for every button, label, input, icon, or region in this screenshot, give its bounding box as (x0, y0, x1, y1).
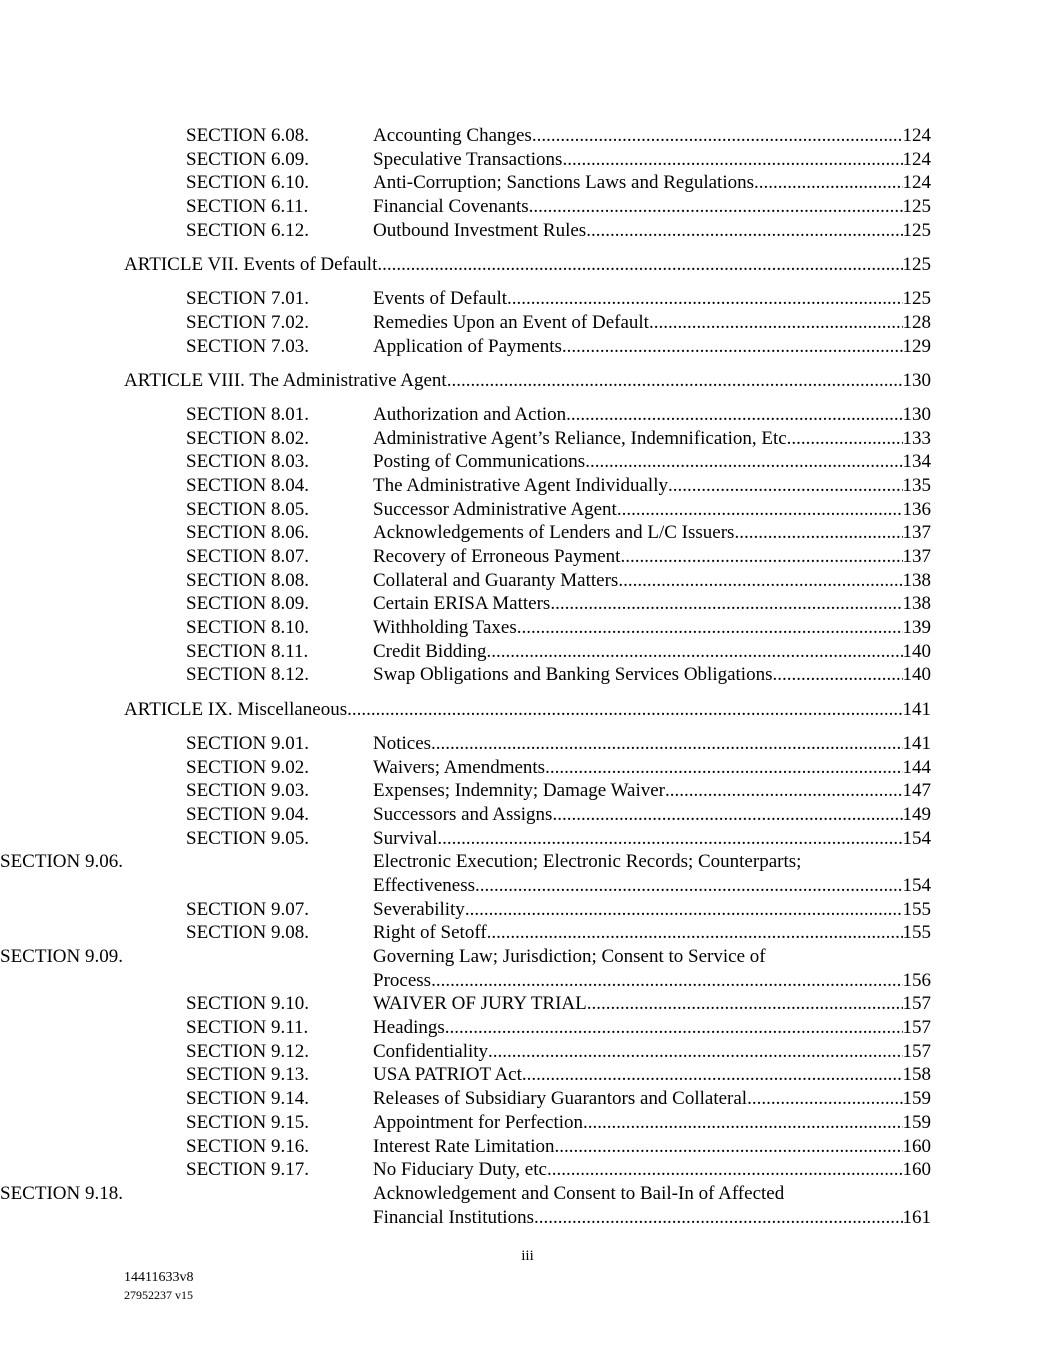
table-of-contents (0, 124, 1055, 1229)
dot-leader (617, 498, 903, 522)
dot-leader (734, 521, 902, 545)
toc-section-entry (0, 616, 1055, 640)
toc-section-number: SECTION 6.11. (186, 196, 309, 218)
dot-leader (377, 253, 902, 277)
toc-section-number: SECTION 9.08. (186, 922, 309, 944)
toc-page-number: 134 (902, 451, 931, 473)
toc-section-entry (0, 945, 1055, 969)
toc-section-entry (0, 827, 1055, 851)
toc-section-number: SECTION 9.18. (0, 1182, 123, 1204)
toc-section-entry (0, 874, 1055, 898)
toc-section-number: SECTION 8.07. (186, 546, 309, 567)
toc-section-number: SECTION 8.04. (186, 474, 309, 496)
toc-section-number: SECTION 8.01. (186, 403, 309, 425)
toc-section-entry (0, 592, 1055, 616)
toc-section-number: SECTION 6.10. (186, 172, 309, 194)
dot-leader (431, 732, 902, 756)
toc-section-entry (0, 992, 1055, 1016)
toc-section-number: SECTION 9.07. (186, 898, 309, 920)
toc-section-number: SECTION 9.13. (186, 1064, 309, 1086)
dot-leader (475, 874, 903, 898)
toc-page-number: 147 (902, 780, 931, 802)
toc-section-number: SECTION 9.02. (186, 756, 309, 778)
toc-section-number: SECTION 8.06. (186, 522, 309, 544)
toc-page-number: 158 (902, 1064, 931, 1086)
toc-page-number: 139 (902, 617, 931, 639)
toc-entry-title: Recovery of Erroneous Payment (373, 546, 621, 567)
toc-page-number: 144 (902, 756, 931, 778)
toc-section-entry (0, 403, 1055, 427)
dot-leader (529, 195, 903, 219)
toc-entry-title: USA PATRIOT Act (373, 1064, 522, 1086)
toc-section-entry (0, 195, 1055, 219)
toc-entry-title: Speculative Transactions (373, 148, 563, 170)
dot-leader (447, 369, 903, 393)
toc-entry-title: Successors and Assigns (373, 803, 553, 825)
toc-section-entry (0, 335, 1055, 359)
toc-page-number: 125 (902, 219, 931, 241)
toc-page-number: 140 (902, 640, 931, 662)
toc-page-number: 135 (902, 474, 931, 496)
toc-page-number: 138 (902, 569, 931, 591)
toc-page-number: 141 (902, 698, 931, 720)
toc-section-entry (0, 803, 1055, 827)
dot-leader (754, 171, 902, 195)
toc-entry-title: Anti-Corruption; Sanctions Laws and Regulations (373, 172, 755, 194)
toc-section-entry (0, 1158, 1055, 1182)
toc-entry-title: Outbound Investment Rules (373, 219, 587, 241)
dot-leader (437, 827, 902, 851)
dot-leader (347, 698, 902, 722)
toc-section-number: SECTION 9.10. (186, 993, 309, 1015)
document-id-secondary: 27952237 v15 (124, 1288, 193, 1302)
page-number: iii (521, 1248, 534, 1264)
toc-page-number: 133 (902, 427, 931, 449)
toc-entry-title: Events of Default (373, 288, 508, 310)
toc-page-number: 129 (902, 335, 931, 357)
toc-section-entry (0, 450, 1055, 474)
toc-section-entry (0, 850, 1055, 874)
dot-leader (534, 1206, 903, 1230)
toc-section-number: SECTION 9.14. (186, 1088, 309, 1110)
toc-section-entry (0, 521, 1055, 545)
toc-section-entry (0, 427, 1055, 451)
toc-section-number: SECTION 7.03. (186, 335, 309, 357)
toc-section-entry (0, 311, 1055, 335)
toc-page-number: 160 (902, 1159, 931, 1181)
dot-leader (488, 1040, 902, 1064)
toc-page-number: 136 (902, 498, 931, 520)
toc-entry-title: No Fiduciary Duty, etc (373, 1159, 547, 1181)
toc-entry-title: Financial Covenants (373, 196, 529, 218)
toc-page-number: 125 (902, 288, 931, 310)
toc-section-number: SECTION 6.12. (186, 219, 309, 241)
toc-section-entry (0, 124, 1055, 148)
toc-entry-title: Acknowledgement and Consent to Bail-In of Affected (373, 1182, 785, 1204)
toc-page-number: 157 (902, 993, 931, 1015)
dot-leader (668, 474, 903, 498)
toc-section-entry (0, 1111, 1055, 1135)
toc-page-number: 124 (902, 172, 931, 194)
toc-entry-title: Posting of Communications (373, 451, 586, 473)
dot-leader (583, 1111, 902, 1135)
dot-leader (649, 311, 903, 335)
toc-section-entry (0, 474, 1055, 498)
toc-entry-title: Confidentiality (373, 1040, 489, 1062)
toc-entry-title: Appointment for Perfection (373, 1111, 584, 1133)
toc-entry-title: Expenses; Indemnity; Damage Waiver (373, 780, 666, 802)
toc-section-number: SECTION 9.06. (0, 851, 123, 873)
toc-section-entry (0, 148, 1055, 172)
toc-page-number: 141 (902, 732, 931, 754)
toc-section-number: SECTION 9.01. (186, 732, 309, 754)
dot-leader (517, 616, 903, 640)
toc-section-entry (0, 732, 1055, 756)
toc-section-number: SECTION 9.12. (186, 1040, 309, 1062)
toc-section-entry (0, 1016, 1055, 1040)
toc-section-number: SECTION 8.09. (186, 593, 309, 615)
toc-entry-title: Collateral and Guaranty Matters (373, 569, 619, 591)
toc-entry-title: Headings (373, 1017, 445, 1039)
toc-section-entry (0, 545, 1055, 569)
toc-entry-title: Survival (373, 827, 438, 849)
toc-entry-title: Right of Setoff (373, 922, 487, 944)
toc-section-entry (0, 1135, 1055, 1159)
toc-entry-title: Releases of Subsidiary Guarantors and Collateral (373, 1088, 748, 1110)
toc-section-entry (0, 1182, 1055, 1206)
toc-section-entry (0, 569, 1055, 593)
dot-leader (532, 124, 903, 148)
toc-article-entry (0, 698, 1055, 722)
dot-leader (620, 545, 902, 569)
dot-leader (566, 403, 902, 427)
toc-section-number: SECTION 8.08. (186, 569, 309, 591)
dot-leader (445, 1016, 903, 1040)
toc-entry-title: The Administrative Agent Individually (373, 474, 668, 496)
toc-page-number: 157 (902, 1017, 931, 1039)
toc-page-number: 128 (902, 311, 931, 333)
toc-page-number: 125 (902, 253, 931, 275)
toc-section-entry (0, 640, 1055, 664)
dot-leader (586, 219, 902, 243)
toc-entry-title: ARTICLE VII. Events of Default (124, 253, 378, 275)
toc-article-entry (0, 369, 1055, 393)
toc-entry-title: WAIVER OF JURY TRIAL (373, 993, 587, 1015)
toc-section-entry (0, 171, 1055, 195)
toc-page-number: 159 (902, 1111, 931, 1133)
toc-article-entry (0, 253, 1055, 277)
toc-page-number: 130 (902, 403, 931, 425)
toc-page-number: 138 (902, 593, 931, 615)
toc-entry-title: Certain ERISA Matters (373, 593, 551, 615)
toc-entry-title: Accounting Changes (373, 125, 532, 146)
dot-leader (562, 148, 902, 172)
dot-leader (747, 1087, 902, 1111)
toc-section-entry (0, 219, 1055, 243)
toc-section-entry (0, 287, 1055, 311)
toc-section-number: SECTION 6.09. (186, 148, 309, 170)
toc-page-number: 137 (902, 546, 931, 567)
toc-page-number: 156 (902, 969, 931, 991)
dot-leader (545, 756, 902, 780)
toc-section-entry (0, 498, 1055, 522)
toc-section-number: SECTION 7.02. (186, 311, 309, 333)
toc-section-number: SECTION 8.11. (186, 640, 309, 662)
toc-page-number: 125 (902, 196, 931, 218)
toc-page-number: 130 (902, 369, 931, 391)
toc-entry-title: Severability (373, 898, 465, 920)
toc-entry-title: Effectiveness (373, 874, 475, 896)
toc-entry-title: Financial Institutions (373, 1206, 534, 1228)
toc-section-entry (0, 1040, 1055, 1064)
dot-leader (487, 921, 903, 945)
toc-entry-title: Notices (373, 732, 432, 754)
dot-leader (585, 450, 902, 474)
toc-entry-title: Successor Administrative Agent (373, 498, 617, 520)
toc-page-number: 140 (902, 664, 931, 686)
toc-section-number: SECTION 9.04. (186, 803, 309, 825)
dot-leader (552, 803, 902, 827)
toc-section-number: SECTION 9.05. (186, 827, 309, 849)
toc-entry-title: Interest Rate Limitation (373, 1135, 555, 1157)
toc-page-number: 155 (902, 898, 931, 920)
toc-page-number: 124 (902, 148, 931, 170)
toc-page-number: 154 (902, 874, 931, 896)
toc-section-number: SECTION 6.08. (186, 125, 309, 146)
toc-page-number: 124 (902, 125, 931, 146)
toc-entry-title: Remedies Upon an Event of Default (373, 311, 649, 333)
dot-leader (431, 969, 902, 993)
toc-entry-title: Application of Payments (373, 335, 562, 357)
toc-section-entry (0, 898, 1055, 922)
toc-section-number: SECTION 8.02. (186, 427, 309, 449)
toc-entry-title: Credit Bidding (373, 640, 487, 662)
toc-page-number: 157 (902, 1040, 931, 1062)
toc-entry-title: ARTICLE VIII. The Administrative Agent (124, 369, 447, 391)
toc-section-number: SECTION 8.05. (186, 498, 309, 520)
toc-page-number: 161 (902, 1206, 931, 1228)
toc-section-number: SECTION 9.11. (186, 1017, 309, 1039)
dot-leader (465, 898, 903, 922)
toc-entry-title: Authorization and Action (373, 403, 567, 425)
toc-entry-title: Swap Obligations and Banking Services Obligations (373, 664, 773, 686)
toc-section-number: SECTION 9.16. (186, 1135, 309, 1157)
toc-page-number: 154 (902, 827, 931, 849)
toc-entry-title: ARTICLE IX. Miscellaneous (124, 698, 348, 720)
toc-entry-title: Governing Law; Jurisdiction; Consent to Service of (373, 946, 766, 967)
toc-section-entry (0, 921, 1055, 945)
toc-page-number: 155 (902, 922, 931, 944)
dot-leader (562, 335, 903, 359)
toc-section-number: SECTION 9.17. (186, 1159, 309, 1181)
toc-section-entry (0, 1206, 1055, 1230)
toc-section-number: SECTION 8.10. (186, 617, 309, 639)
toc-section-number: SECTION 9.15. (186, 1111, 309, 1133)
toc-entry-title: Process (373, 969, 432, 991)
toc-entry-title: Electronic Execution; Electronic Records; Counterparts; (373, 851, 802, 873)
toc-page-number: 149 (902, 803, 931, 825)
toc-section-number: SECTION 9.09. (0, 946, 123, 967)
toc-entry-title: Acknowledgements of Lenders and L/C Issuers (373, 522, 735, 544)
dot-leader (587, 992, 903, 1016)
toc-section-entry (0, 663, 1055, 687)
dot-leader (522, 1063, 903, 1087)
toc-page-number: 160 (902, 1135, 931, 1157)
dot-leader (486, 640, 902, 664)
toc-section-number: SECTION 8.12. (186, 664, 309, 686)
dot-leader (772, 663, 902, 687)
toc-entry-title: Waivers; Amendments (373, 756, 546, 778)
dot-leader (618, 569, 902, 593)
toc-section-entry (0, 1063, 1055, 1087)
dot-leader (547, 1158, 903, 1182)
dot-leader (507, 287, 902, 311)
dot-leader (555, 1135, 903, 1159)
toc-entry-title: Administrative Agent’s Reliance, Indemnification, Etc (373, 427, 787, 449)
toc-entry-title: Withholding Taxes (373, 617, 517, 639)
dot-leader (550, 592, 902, 616)
dot-leader (665, 779, 902, 803)
toc-section-number: SECTION 7.01. (186, 288, 309, 310)
toc-section-entry (0, 969, 1055, 993)
toc-page-number: 137 (902, 522, 931, 544)
toc-section-entry (0, 779, 1055, 803)
toc-section-number: SECTION 8.03. (186, 451, 309, 473)
toc-section-number: SECTION 9.03. (186, 780, 309, 802)
dot-leader (787, 427, 903, 451)
toc-section-entry (0, 1087, 1055, 1111)
document-id-primary: 14411633v8 (124, 1270, 194, 1285)
toc-section-entry (0, 756, 1055, 780)
toc-page-number: 159 (902, 1088, 931, 1110)
